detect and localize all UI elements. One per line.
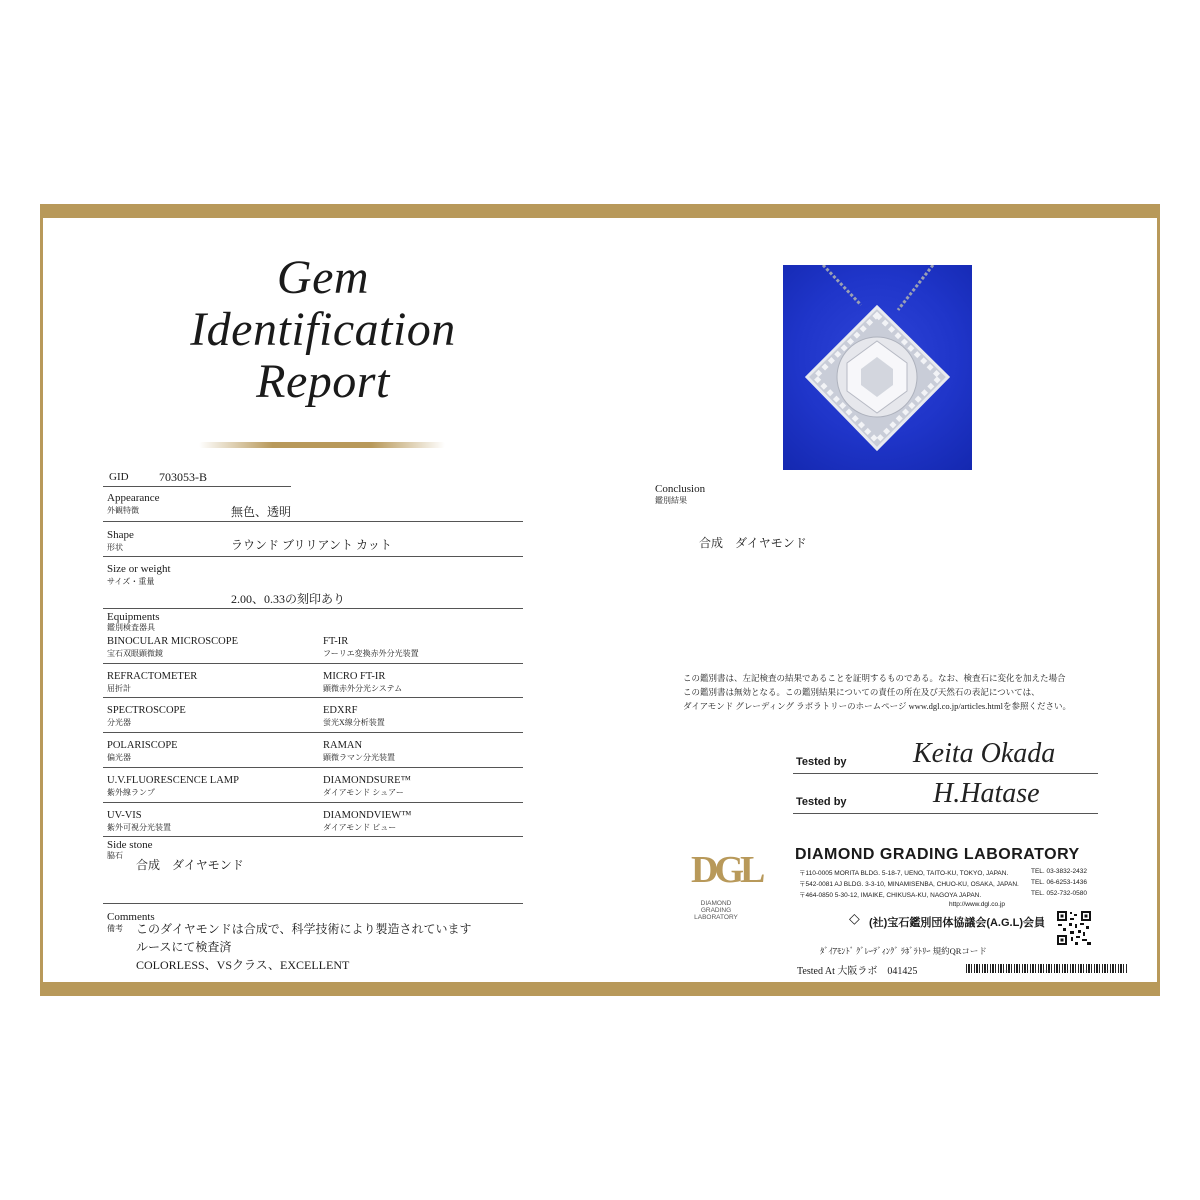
equipment-name: MICRO FT-IR xyxy=(323,671,386,682)
divider xyxy=(103,556,523,557)
equipment-name: SPECTROSCOPE xyxy=(107,705,186,716)
appearance-sub: 外観特徴 xyxy=(107,506,139,515)
size-sub: サイズ・重量 xyxy=(107,577,155,586)
divider xyxy=(103,608,523,609)
equipment-sub: 顕微ラマン分光装置 xyxy=(323,753,395,762)
conclusion-value: 合成 ダイヤモンド xyxy=(699,536,807,550)
diamond-icon: ◇ xyxy=(849,912,860,927)
equipment-sub: 分光器 xyxy=(107,718,131,727)
divider xyxy=(793,813,1098,814)
disclaimer-line: ダイアモンド グレーディング ラボラトリーのホームページ www.dgl.co.jp/articles.htmlを参照ください。 xyxy=(683,701,1071,711)
equipment-name: FT-IR xyxy=(323,636,349,647)
report-title-line1: Gem xyxy=(276,251,370,304)
side-stone-value: 合成 ダイヤモンド xyxy=(136,858,244,872)
logo-caption-line: DIAMOND xyxy=(700,900,732,907)
dgl-logo xyxy=(691,850,777,921)
equipment-name: REFRACTOMETER xyxy=(107,671,198,682)
lab-website: http://www.dgl.co.jp xyxy=(949,901,1005,908)
appearance-value: 無色、透明 xyxy=(231,505,292,519)
comments-line: COLORLESS、VSクラス、EXCELLENT xyxy=(136,958,350,972)
equipment-name: UV-VIS xyxy=(107,810,142,821)
equipment-name: BINOCULAR MICROSCOPE xyxy=(107,636,238,647)
equipment-name: EDXRF xyxy=(323,705,358,716)
equipment-name: DIAMONDVIEW™ xyxy=(323,810,412,821)
disclaimer-line: この鑑別書は無効となる。この鑑別結果についての責任の所在及び天然石の表記については、 xyxy=(683,687,1040,697)
certificate xyxy=(40,204,1160,996)
lab-tel: TEL. 06-6253-1436 xyxy=(1031,879,1088,886)
divider xyxy=(103,732,523,733)
conclusion-label: Conclusion xyxy=(655,483,706,495)
title-underline xyxy=(199,442,445,448)
logo-caption-line: GRADING xyxy=(700,907,732,914)
equipment-sub: 紫外線ランプ xyxy=(107,788,155,797)
shape-label: Shape xyxy=(107,529,134,541)
side-stone-sub: 脇石 xyxy=(107,851,123,860)
diamond-pendant-icon xyxy=(783,265,972,470)
equipment-name: U.V.FLUORESCENCE LAMP xyxy=(107,775,239,786)
logo-caption-line: LABORATORY xyxy=(694,914,738,921)
equipment-name: DIAMONDSURE™ xyxy=(323,775,411,786)
divider xyxy=(103,802,523,803)
tested-by-label: Tested by xyxy=(796,796,847,808)
equipment-name: RAMAN xyxy=(323,740,363,751)
comments-line: ルースにて検査済 xyxy=(136,940,232,954)
equipment-sub: 蛍光X線分析装置 xyxy=(323,718,385,727)
signature-1: Keita Okada xyxy=(913,738,1056,769)
equipment-sub: ダイアモンド ビュー xyxy=(323,823,397,832)
membership: (社)宝石鑑別団体協議会(A.G.L)会員 xyxy=(869,917,1045,929)
lab-tel: TEL. 03-3832-2432 xyxy=(1031,868,1088,875)
appearance-label: Appearance xyxy=(107,492,160,504)
gid-label: GID xyxy=(109,471,129,483)
equipment-sub: 顕微赤外分光システム xyxy=(323,684,403,693)
equipments-sub: 鑑別検査器具 xyxy=(107,623,155,632)
divider xyxy=(103,663,523,664)
equipment-sub: 屈折計 xyxy=(107,684,131,693)
dgl-logo-caption xyxy=(691,900,741,921)
size-label: Size or weight xyxy=(107,563,171,575)
qr-label: ﾀﾞｲｱﾓﾝﾄﾞ ｸﾞﾚｰﾃﾞｨﾝｸﾞ ﾗﾎﾞﾗﾄﾘｰ 規約QRコード xyxy=(820,946,987,956)
divider xyxy=(793,773,1098,774)
equipments-label: Equipments xyxy=(107,611,160,623)
lab-address: 〒542-0081 AJ BLDG. 3-3-10, MINAMISENBA, CHUO-KU, OSAKA, JAPAN. xyxy=(799,881,1019,888)
lab-name: DIAMOND GRADING LABORATORY xyxy=(795,846,1080,863)
signature-2: H.Hatase xyxy=(933,778,1040,809)
divider xyxy=(103,836,523,837)
divider xyxy=(103,903,523,904)
lab-address: 〒110-0005 MORITA BLDG. 5-18-7, UENO, TAITO-KU, TOKYO, JAPAN. xyxy=(799,870,1009,877)
equipment-sub: 偏光器 xyxy=(107,753,131,762)
divider xyxy=(103,521,523,522)
lab-tel: TEL. 052-732-0580 xyxy=(1031,890,1088,897)
side-stone-label: Side stone xyxy=(107,839,153,851)
comments-sub: 備考 xyxy=(107,924,123,933)
disclaimer-line: この鑑別書は、左記検査の結果であることを証明するものである。なお、検査石に変化を加えた場合 xyxy=(683,673,1066,683)
tested-by-label: Tested by xyxy=(796,756,847,768)
equipment-name: POLARISCOPE xyxy=(107,740,178,751)
shape-value: ラウンド ブリリアント カット xyxy=(231,538,392,552)
equipment-sub: ダイアモンド シュアー xyxy=(323,788,404,797)
comments-line: このダイヤモンドは合成で、科学技術により製造されています xyxy=(136,922,472,936)
comments-label: Comments xyxy=(107,911,155,923)
equipment-sub: フーリエ変換赤外分光装置 xyxy=(323,649,419,658)
size-value: 2.00、0.33の刻印あり xyxy=(231,592,346,606)
specimen-photo xyxy=(783,265,972,470)
gid-rule xyxy=(103,486,291,487)
divider xyxy=(103,767,523,768)
qr-code-icon xyxy=(1056,910,1092,946)
report-title-line2: Identification xyxy=(190,303,456,356)
barcode xyxy=(966,964,1128,973)
shape-sub: 形状 xyxy=(107,543,123,552)
gid-value: 703053-B xyxy=(159,470,207,484)
tested-at: Tested At 大阪ラボ 041425 xyxy=(797,966,918,977)
lab-address: 〒464-0850 5-30-12, IMAIKE, CHIKUSA-KU, NAGOYA JAPAN. xyxy=(799,892,982,899)
equipment-sub: 紫外可視分光装置 xyxy=(107,823,171,832)
equipment-sub: 宝石双眼顕微鏡 xyxy=(107,649,163,658)
report-title-line3: Report xyxy=(256,355,390,408)
divider xyxy=(103,697,523,698)
dgl-logo-text: DGL xyxy=(691,849,762,891)
conclusion-sub: 鑑別結果 xyxy=(655,496,687,505)
